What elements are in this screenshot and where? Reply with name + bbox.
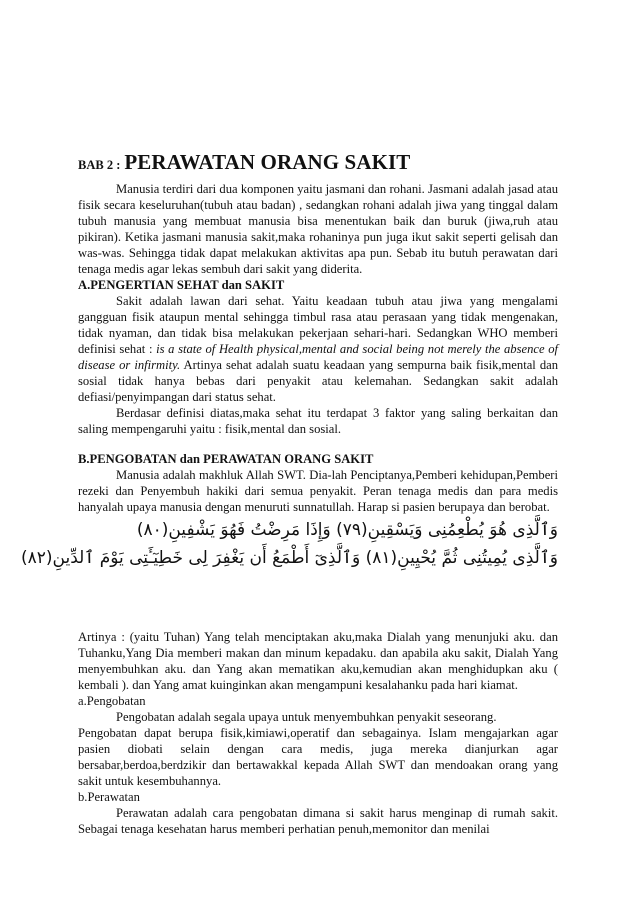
arabic-verse-line-1: وَٱلَّذِى هُوَ يُطْعِمُنِى وَيَسْقِينِ(٧٩) وَإِذَا مَرِضْتُ فَهُوَ يَشْفِينِ(٨٠) [136,520,558,540]
chapter-title: PERAWATAN ORANG SAKIT [124,150,411,174]
section-a-paragraph-2: Berdasar definisi diatas,maka sehat itu terdapat 3 faktor yang saling berkaitan dan saling mempengaruhi yaitu : fisik,mental dan sosial. [78,406,558,436]
subsection-b-paragraph-1: Perawatan adalah cara pengobatan dimana si sakit harus menginap di rumah sakit. Sebagai tenaga kesehatan harus memberi perhatian penuh,memonitor dan menilai [78,806,558,836]
arabic-verse-line-2: وَٱلَّذِى يُمِيتُنِى ثُمَّ يُحْيِينِ(٨١) وَٱلَّذِىٓ أَطْمَعُ أَن يَغْفِرَ لِى خَطِيٓـَٔتِى يَوْمَ ٱلدِّينِ(٨٢) [21,548,558,568]
subsection-b-heading: b.Perawatan [78,790,140,804]
verse-translation: Artinya : (yaitu Tuhan) Yang telah menciptakan aku,maka Dialah yang menunjuki aku. dan Tuhanku,Yang Dia memberi makan dan minum kepadaku. dan apabila aku sakit, Dialah Yang menyembuhkan aku. dan Yang akan mematikan aku,kemudian akan menghidupkan aku ( kembali ). dan Yang amat kuinginkan akan mengampuni kesalahanku pada hari kiamat. [78,630,558,692]
section-a-paragraph-1 [78,293,558,405]
section-a-paragraph-1-text-2: Artinya sehat adalah suatu keadaan yang sempurna baik fisik,mental dan sosial tidak hanya bebas dari penyakit atau kelemahan. Sedangkan sakit adalah defiasi/penyimpangan dari status sehat. [78,358,558,404]
subsection-a-paragraph-2: Pengobatan dapat berupa fisik,kimiawi,operatif dan sebagainya. Islam mengajarkan agar pasien diobati selain dengan cara medis, juga mereka dianjurkan agar bersabar,berdoa,berdzikir dan bertawakkal kepada Allah SWT dan mendoakan orang yang sakit untuk kesembuhannya. [78,726,558,788]
section-a-paragraph-1-text: Sakit adalah lawan dari sehat. Yaitu keadaan tubuh atau jiwa yang mengalami gangguan fisik ataupun mental sehingga timbul rasa atau perasaan yang tidak mengenakan, tidak nyaman, dan tidak bisa melakukan pekerjaan sehari-hari. Sedangkan WHO memberi definisi sehat : [78,294,558,356]
chapter-label: BAB 2 : [78,158,121,172]
chapter-heading [78,150,558,175]
section-b-paragraph-1: Manusia adalah makhluk Allah SWT. Dia-lah Penciptanya,Pemberi kehidupan,Pemberi rezeki dan Penyembuh hakiki dari semua penyakit. Peran tenaga medis dan para medis hanyalah upaya manusia dengan menuruti sunnatullah. Harap si pasien berupaya dan berobat. [78,468,558,514]
section-a-heading: A.PENGERTIAN SEHAT dan SAKIT [78,278,285,292]
subsection-a-heading: a.Pengobatan [78,694,146,708]
who-definition: is a state of Health physical,mental and social being not merely the absence of disease or infirmity. [78,342,558,372]
document-page [21,150,558,837]
subsection-a-paragraph-1: Pengobatan adalah segala upaya untuk menyembuhkan penyakit seseorang. [116,710,497,724]
quran-verses [21,517,558,571]
spacer [78,437,558,451]
section-b-heading: B.PENGOBATAN dan PERAWATAN ORANG SAKIT [78,452,374,466]
intro-paragraph: Manusia terdiri dari dua komponen yaitu jasmani dan rohani. Jasmani adalah jasad atau fisik secara keseluruhan(tubuh atau badan) , sedangkan rohani adalah jiwa yang tinggal dalam tubuh manusia yang membuat manusia bisa menentukan baik dan buruk (jiwa,ruh atau pikiran). Ketika jasmani manusia sakit,maka rohaninya pun juga ikut sakit seperti gelisah dan was-was. Sehingga tidak dapat melakukan aktivitas apa pun. Sebab itu butuh perawatan dari tenaga medis agar lekas sembuh dari sakit yang diderita. [78,182,558,276]
